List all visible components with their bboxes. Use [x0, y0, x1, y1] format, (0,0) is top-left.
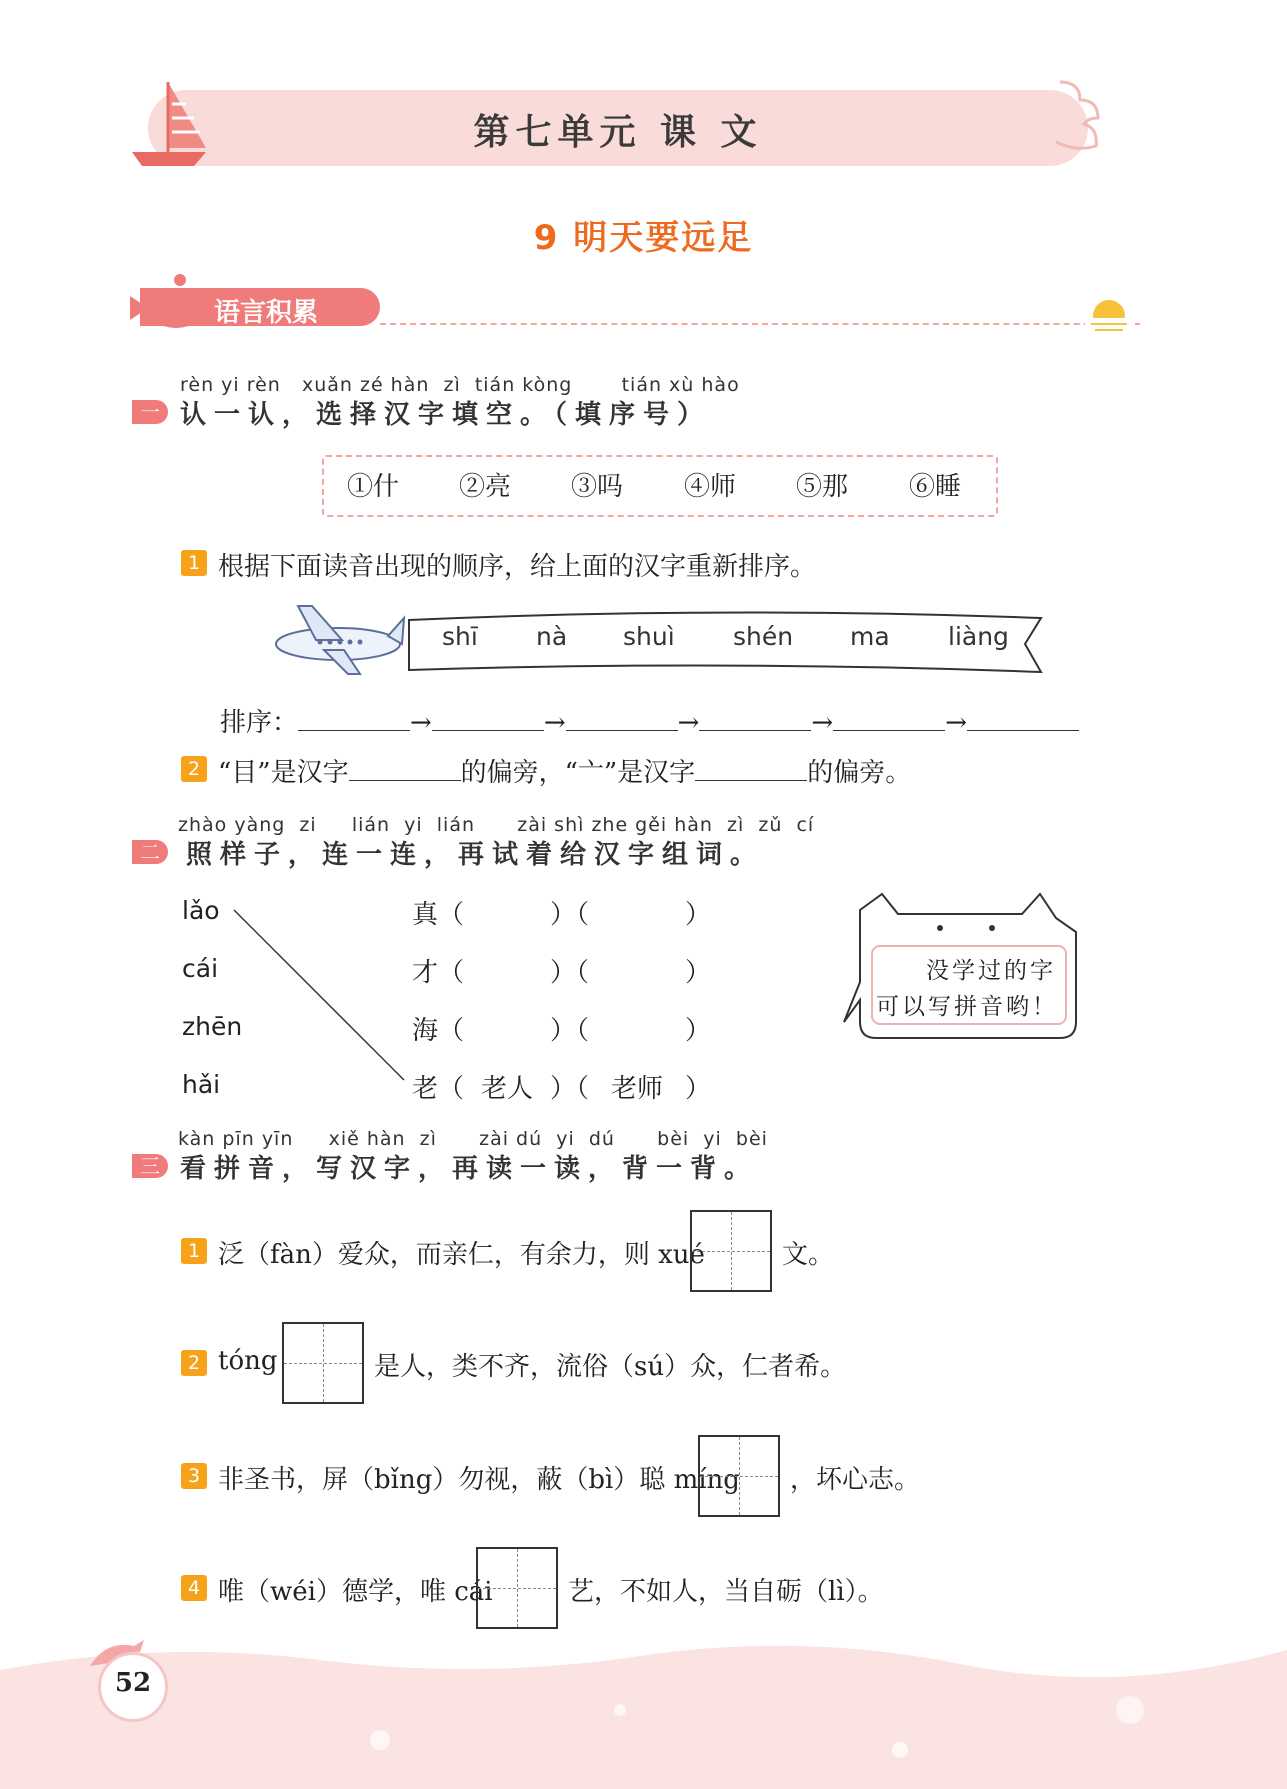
section-divider	[380, 323, 1140, 325]
character-grid[interactable]	[690, 1210, 772, 1292]
q3-item-text: ，坏心志。	[790, 1465, 921, 1495]
q1-sub2-number: 2	[181, 756, 207, 782]
example-connecting-line	[228, 898, 418, 1088]
q3-text: 看拼音，写汉字，再读一读，背一背。	[180, 1154, 759, 1184]
character-grid[interactable]	[698, 1435, 780, 1517]
lesson-title: 9 明天要远足	[533, 218, 754, 258]
choice-box	[322, 455, 998, 517]
choice-item: ①什	[347, 472, 400, 502]
tip-line-1: 没学过的字	[926, 958, 1056, 984]
q1-badge: 一	[132, 400, 168, 424]
ribbon-pinyin: shén	[733, 622, 794, 651]
q3-item-text: tóng	[218, 1346, 278, 1376]
left-pinyin: cái	[182, 954, 219, 983]
q3-pinyin: kàn pīn yīn xiě hàn zì zài dú yi dú bèi yi bèi	[178, 1128, 768, 1150]
word-slot[interactable]: 老师	[611, 1074, 664, 1104]
q3-item-number: 1	[181, 1238, 207, 1264]
left-pinyin: hǎi	[182, 1070, 221, 1099]
q2-text: 照样子，连一连，再试着给汉字组词。	[186, 840, 765, 870]
tip-line-2: 可以写拼音哟！	[876, 994, 1058, 1020]
order-blank[interactable]	[699, 706, 811, 731]
order-blank[interactable]	[298, 706, 410, 731]
sun-icon	[1085, 290, 1135, 340]
unit-title: 第七单元 课 文	[473, 112, 763, 153]
section-tag-label: 语言积累	[214, 298, 319, 328]
ribbon-pinyin: ma	[850, 622, 890, 651]
choice-item: ⑤那	[796, 472, 849, 502]
order-blank[interactable]	[566, 706, 678, 731]
q2-pinyin: zhào yàng zi lián yi lián zài shì zhe gěi hàn zì zǔ cí	[178, 814, 815, 836]
choice-item: ④师	[684, 472, 737, 502]
ribbon-pinyin: shuì	[623, 622, 675, 651]
character-grid[interactable]	[282, 1322, 364, 1404]
q3-item-text: 艺，不如人，当自砺（lì）。	[568, 1577, 884, 1607]
q3-item-text: 唯（wéi）德学，唯 cái	[218, 1577, 493, 1607]
q1-pinyin: rèn yi rèn xuǎn zé hàn zì tián kòng tián xù hào	[180, 374, 740, 396]
choice-item: ⑥睡	[909, 472, 962, 502]
radical-blank-2[interactable]	[695, 756, 807, 781]
q1-sub2-line	[218, 752, 911, 789]
word-row: 海（ ）（ ）	[412, 1016, 712, 1046]
q1-text: 认一认，选择汉字填空。（填序号）	[180, 400, 712, 430]
order-blank[interactable]	[432, 706, 544, 731]
order-blank[interactable]	[833, 706, 945, 731]
q2-badge: 二	[132, 840, 168, 864]
arrow: →	[543, 708, 566, 738]
arrow: →	[677, 708, 700, 738]
q3-item-text: 是人，类不齐，流俗（sú）众，仁者希。	[374, 1352, 847, 1382]
page-number: 52	[114, 1668, 152, 1698]
q3-badge: 三	[132, 1154, 168, 1178]
word-row: 才（ ）（ ）	[412, 958, 712, 988]
q3-item-text: 泛（fàn）爱众，而亲仁，有余力，则 xué	[218, 1240, 705, 1270]
q3-item-text: 非圣书，屏（bǐng）勿视，蔽（bì）聪 míng	[218, 1465, 740, 1495]
word-row: 老（ 老人 ）（ 老师 ）	[412, 1068, 711, 1105]
ribbon-pinyin: nà	[536, 622, 568, 651]
q3-item-number: 2	[181, 1350, 207, 1376]
word-slot[interactable]: 老人	[481, 1074, 534, 1104]
q3-item-number: 4	[181, 1575, 207, 1601]
order-label: 排序：	[220, 708, 299, 738]
q3-item-text: 文。	[782, 1240, 835, 1270]
arrow: →	[410, 708, 432, 738]
airplane-icon	[268, 600, 408, 680]
q1-sub2-part3: 的偏旁。	[807, 758, 912, 788]
ribbon-pinyin: liàng	[948, 622, 1009, 651]
q1-sub2-part1: “目”是汉字	[218, 758, 349, 788]
q3-item-number: 3	[181, 1463, 207, 1489]
radical-blank-1[interactable]	[349, 756, 461, 781]
order-blank[interactable]	[967, 706, 1079, 731]
footer-wave	[0, 1630, 1287, 1789]
q1-sub2-part2: 的偏旁，“亠”是汉字	[460, 758, 696, 788]
word-row: 真（ ）（ ）	[412, 900, 712, 930]
arrow: →	[945, 708, 967, 738]
left-pinyin: zhēn	[182, 1012, 243, 1041]
q1-sub1-number: 1	[181, 550, 207, 576]
ribbon-pinyin: shī	[442, 622, 478, 651]
left-pinyin: lǎo	[182, 896, 220, 925]
choice-item: ②亮	[459, 472, 512, 502]
order-row	[220, 702, 1079, 739]
character-grid[interactable]	[476, 1547, 558, 1629]
choice-item: ③吗	[571, 472, 624, 502]
q1-sub1-text: 根据下面读音出现的顺序，给上面的汉字重新排序。	[218, 552, 817, 582]
arrow: →	[811, 708, 834, 738]
